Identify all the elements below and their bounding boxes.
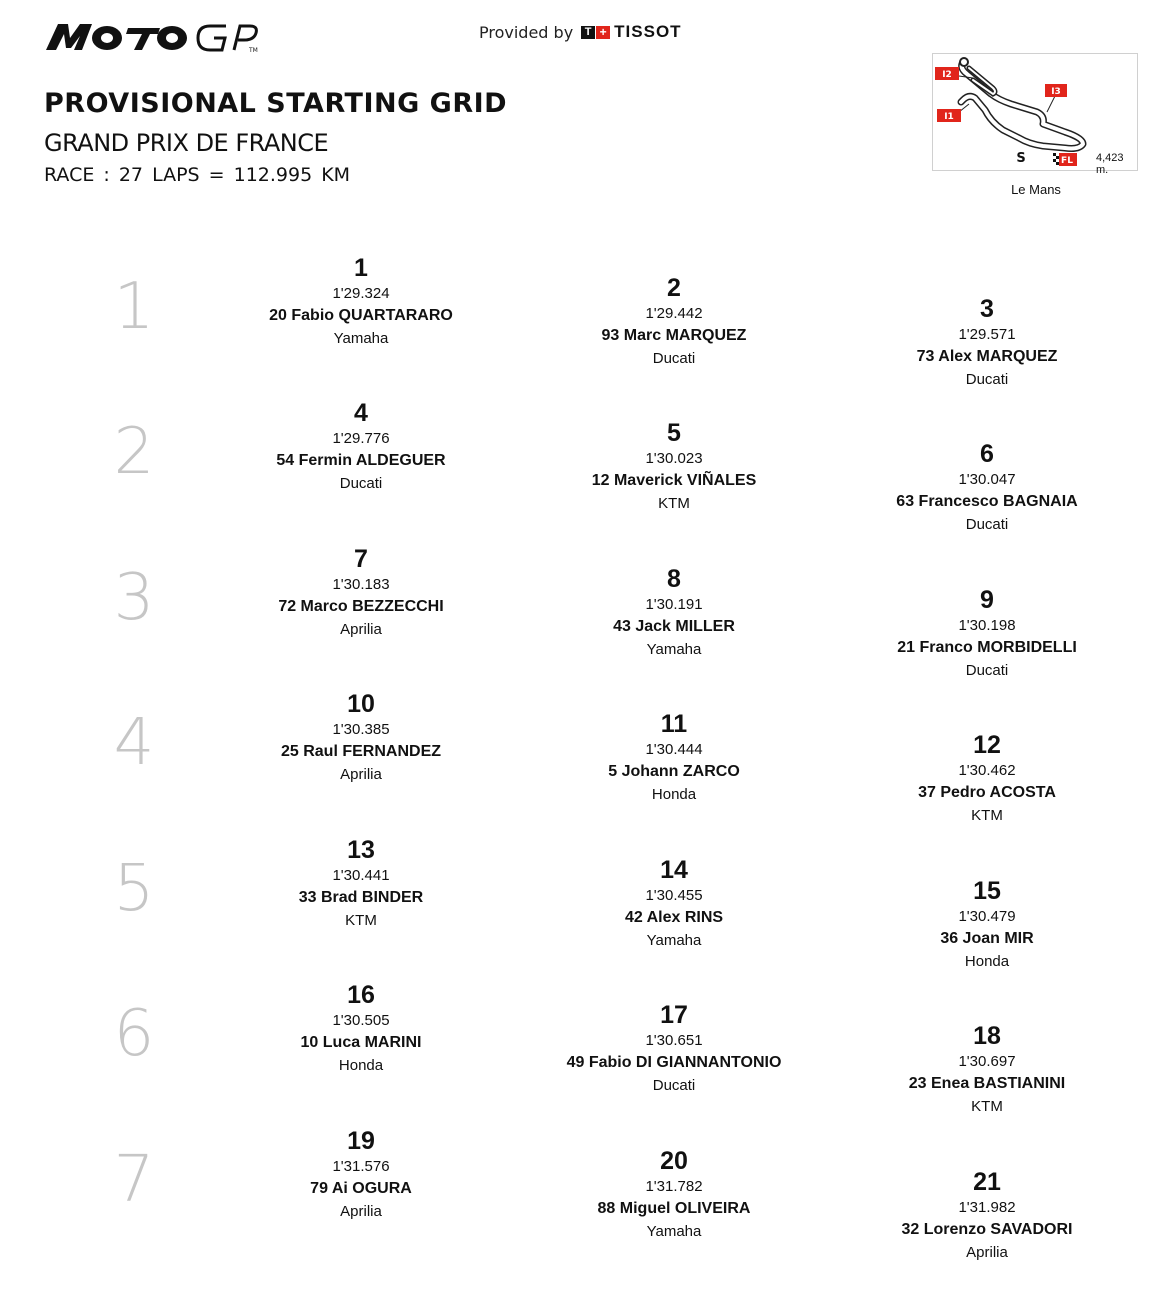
grid-slot — [857, 1022, 1117, 1119]
grid-slot — [231, 836, 491, 933]
grid-slot — [231, 690, 491, 787]
grid-row-number: 3 — [113, 561, 155, 635]
event-name: GRAND PRIX DE FRANCE — [44, 129, 329, 157]
grid-position: 2 — [667, 274, 681, 302]
grid-position: 1 — [354, 254, 368, 282]
grid-slot — [544, 710, 804, 807]
grid-position: 13 — [347, 836, 375, 864]
grid-slot — [857, 731, 1117, 828]
grid-slot — [231, 399, 491, 496]
qualifying-time: 1'30.505 — [332, 1012, 390, 1029]
qualifying-time: 1'30.385 — [332, 721, 390, 738]
team-name: Ducati — [965, 371, 1009, 388]
rider-name: 54 Fermin ALDEGUER — [276, 452, 446, 469]
grid-slot — [544, 1001, 804, 1098]
grid-row-number: 1 — [113, 270, 155, 344]
svg-text:TM: TM — [249, 47, 258, 54]
grid-slot — [857, 1168, 1117, 1265]
qualifying-time: 1'29.571 — [958, 326, 1016, 343]
grid-position: 15 — [973, 877, 1001, 905]
grid-slot — [231, 545, 491, 642]
qualifying-time: 1'30.047 — [958, 471, 1016, 488]
team-name: KTM — [971, 1098, 1003, 1115]
qualifying-time: 1'31.782 — [645, 1178, 703, 1195]
team-name: Aprilia — [340, 766, 382, 783]
rider-name: 23 Enea BASTIANINI — [908, 1075, 1066, 1092]
rider-name: 88 Miguel OLIVEIRA — [597, 1200, 751, 1217]
grid-position: 8 — [667, 565, 681, 593]
grid-slot — [544, 1147, 804, 1244]
grid-position: 6 — [980, 440, 994, 468]
team-name: Aprilia — [340, 621, 382, 638]
qualifying-time: 1'29.442 — [645, 305, 703, 322]
grid-slot — [544, 565, 804, 662]
rider-name: 93 Marc MARQUEZ — [601, 327, 747, 344]
grid-position: 5 — [667, 419, 681, 447]
sponsor-credit — [479, 22, 682, 42]
grid-slot — [231, 254, 491, 351]
grid-position: 12 — [973, 731, 1001, 759]
marker-i3: I3 — [1051, 87, 1061, 97]
grid-position: 3 — [980, 295, 994, 323]
grid-row-number: 2 — [113, 415, 155, 489]
grid-slot — [544, 419, 804, 516]
qualifying-time: 1'31.982 — [958, 1199, 1016, 1216]
grid-slot — [544, 274, 804, 371]
grid-row-number: 7 — [113, 1148, 155, 1202]
qualifying-time: 1'30.191 — [645, 596, 703, 613]
grid-position: 19 — [347, 1127, 375, 1155]
team-name: Ducati — [965, 516, 1009, 533]
grid-position: 17 — [660, 1001, 688, 1029]
team-name: KTM — [345, 912, 377, 929]
sponsor-name: TISSOT — [614, 22, 682, 41]
grid-slot — [231, 1127, 491, 1224]
qualifying-time: 1'29.324 — [332, 285, 390, 302]
team-name: KTM — [971, 807, 1003, 824]
qualifying-time: 1'30.183 — [332, 576, 390, 593]
track-length: 4,423 m. — [1096, 152, 1124, 176]
rider-name: 42 Alex RINS — [624, 909, 724, 926]
team-name: Ducati — [652, 1077, 696, 1094]
qualifying-time: 1'30.651 — [645, 1032, 703, 1049]
grid-position: 10 — [347, 690, 375, 718]
team-name: Aprilia — [340, 1203, 382, 1220]
team-name: Yamaha — [646, 932, 702, 949]
marker-finish-line: FL — [1061, 156, 1073, 166]
qualifying-time: 1'30.441 — [332, 867, 390, 884]
team-name: Ducati — [339, 475, 383, 492]
qualifying-time: 1'30.462 — [958, 762, 1016, 779]
marker-start: S — [1016, 151, 1026, 166]
grid-position: 20 — [660, 1147, 688, 1175]
rider-name: 37 Pedro ACOSTA — [918, 784, 1056, 801]
qualifying-time: 1'29.776 — [332, 430, 390, 447]
rider-name: 32 Lorenzo SAVADORI — [901, 1221, 1073, 1238]
grid-slot — [857, 440, 1117, 537]
qualifying-time: 1'30.198 — [958, 617, 1016, 634]
grid-row-number: 4 — [113, 706, 155, 780]
rider-name: 73 Alex MARQUEZ — [916, 348, 1058, 365]
rider-name: 79 Ai OGURA — [310, 1180, 412, 1197]
team-name: Ducati — [965, 662, 1009, 679]
rider-name: 10 Luca MARINI — [300, 1034, 422, 1051]
marker-i2: I2 — [942, 70, 952, 80]
grid-position: 4 — [354, 399, 368, 427]
team-name: KTM — [658, 495, 690, 512]
rider-name: 43 Jack MILLER — [613, 618, 735, 635]
rider-name: 72 Marco BEZZECCHI — [278, 598, 444, 615]
page-title: PROVISIONAL STARTING GRID — [44, 88, 508, 119]
motogp-logo — [44, 18, 262, 59]
qualifying-time: 1'30.455 — [645, 887, 703, 904]
team-name: Yamaha — [646, 641, 702, 658]
rider-name: 21 Franco MORBIDELLI — [897, 639, 1077, 656]
grid-position: 18 — [973, 1022, 1001, 1050]
grid-slot — [857, 295, 1117, 392]
qualifying-time: 1'30.479 — [958, 908, 1016, 925]
grid-slot — [857, 586, 1117, 683]
grid-row-number: 5 — [113, 852, 155, 926]
qualifying-time: 1'30.697 — [958, 1053, 1016, 1070]
rider-name: 12 Maverick VIÑALES — [591, 472, 757, 489]
swiss-cross-icon: + — [596, 26, 610, 39]
rider-name: 36 Joan MIR — [940, 930, 1034, 947]
rider-name: 49 Fabio DI GIANNANTONIO — [566, 1054, 782, 1071]
grid-position: 7 — [354, 545, 368, 573]
qualifying-time: 1'30.444 — [645, 741, 703, 758]
team-name: Aprilia — [966, 1244, 1008, 1261]
qualifying-time: 1'30.023 — [645, 450, 703, 467]
marker-i1: I1 — [944, 112, 954, 122]
grid-position: 21 — [973, 1168, 1001, 1196]
team-name: Yamaha — [333, 330, 389, 347]
rider-name: 5 Johann ZARCO — [608, 763, 740, 780]
grid-row-number: 6 — [113, 997, 155, 1071]
rider-name: 20 Fabio QUARTARARO — [269, 307, 453, 324]
rider-name: 33 Brad BINDER — [298, 889, 424, 906]
track-name: Le Mans — [1011, 182, 1061, 197]
qualifying-time: 1'31.576 — [332, 1158, 390, 1175]
provided-by-label: Provided by — [479, 22, 574, 42]
grid-position: 9 — [980, 586, 994, 614]
team-name: Ducati — [652, 350, 696, 367]
grid-position: 14 — [660, 856, 688, 884]
team-name: Honda — [651, 786, 697, 803]
grid-slot — [544, 856, 804, 953]
race-info: RACE : 27 LAPS = 112.995 KM — [44, 164, 351, 186]
grid-slot — [231, 981, 491, 1078]
rider-name: 25 Raul FERNANDEZ — [280, 743, 442, 760]
grid-slot — [857, 877, 1117, 974]
grid-position: 11 — [660, 710, 688, 738]
tissot-logo — [581, 22, 681, 42]
team-name: Yamaha — [646, 1223, 702, 1240]
rider-name: 63 Francesco BAGNAIA — [896, 493, 1078, 510]
grid-position: 16 — [347, 981, 375, 1009]
team-name: Honda — [338, 1057, 384, 1074]
track-map — [932, 53, 1138, 176]
team-name: Honda — [964, 953, 1010, 970]
tissot-t-icon: T — [581, 26, 595, 39]
